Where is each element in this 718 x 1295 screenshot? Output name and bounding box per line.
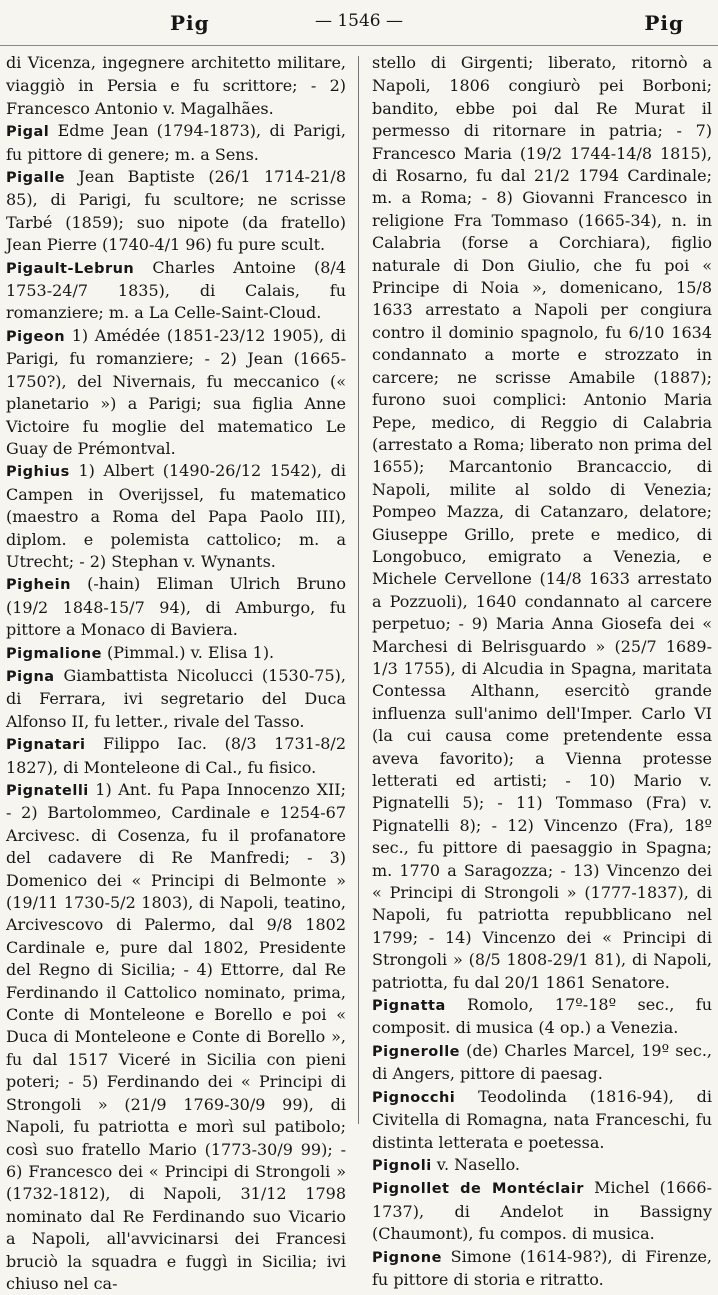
entry xyxy=(6,120,346,166)
entry-text: Romolo, 17º-18º sec., fu composit. di musica (4 op.) a Venezia. xyxy=(372,995,712,1038)
entry xyxy=(6,257,346,325)
entry xyxy=(6,52,346,120)
entry-headword: Pignerolle xyxy=(372,1043,461,1060)
entry xyxy=(6,573,346,641)
entry xyxy=(372,1040,712,1086)
entry xyxy=(6,733,346,779)
entry xyxy=(372,52,712,994)
entry xyxy=(6,779,346,1295)
entry-headword: Pighius xyxy=(6,464,70,481)
entry-headword: Pignatta xyxy=(372,998,446,1015)
entry-text: Giambattista Nicolucci (1530-75), di Ferrara, ivi segretario del Duca Alfonso II, fu letter., rivale del Tasso. xyxy=(6,665,346,731)
entry xyxy=(372,1246,712,1292)
entry-headword: Pigal xyxy=(6,124,50,141)
entry-text: Filippo Iac. (8/3 1731-8/2 1827), di Monteleone di Cal., fu fisico. xyxy=(6,734,346,777)
entry-headword: Pignatari xyxy=(6,737,86,754)
entry-text: di Vicenza, ingegnere architetto militare, viaggiò in Persia e fu scrittore; - 2) Francesco Antonio v. Magalhães. xyxy=(6,53,346,118)
entry-headword: Pignoli xyxy=(372,1157,432,1174)
right-column xyxy=(372,52,712,1291)
entry-text: Charles Antoine (8/4 1753-24/7 1835), di Calais, fu romanziere; m. a La Celle-Saint-Cloud. xyxy=(6,257,346,323)
page-header xyxy=(0,0,718,46)
entry xyxy=(372,1177,712,1245)
left-column xyxy=(6,52,346,1295)
entry-headword: Pigalle xyxy=(6,170,66,187)
entry xyxy=(6,665,346,733)
entry-headword: Pignocchi xyxy=(372,1089,456,1106)
entry-text: v. Nasello. xyxy=(436,1154,520,1174)
entry-text: 1) Albert (1490-26/12 1542), di Campen in Overijssel, fu matematico (maestro a Roma del Papa Paolo III), diplom. e polemista cattolico; m. a Utrecht; - 2) Stephan v. Wynants. xyxy=(6,461,346,571)
entry xyxy=(372,1086,712,1154)
entry xyxy=(6,166,346,257)
entry-headword: Pignone xyxy=(372,1249,442,1266)
dictionary-columns xyxy=(0,52,718,1293)
entry-text: stello di Girgenti; liberato, ritornò a Napoli, 1806 congiurò pei Borboni; bandito, ebbe poi dal Re Murat il permesso di ritornare in patria; - 7) Francesco Maria (19/2 1744-14/8 1815), di Rosarno, fu dal 21/2 1794 Cardinale; m. a Roma; - 8) Giovanni Francesco in religione Fra Tommaso (1665-34), n. in Calabria (forse a Corchiara), figlio naturale di Don Giulio, che fu poi « Principe di Noia », domenicano, 15/8 1633 arrestato a Napoli per congiura contro il dominio spagnolo, fu 6/10 1634 condannato a morte e strozzato in carcere; ne scrisse Amabile (1887); furono suoi complici: Antonio Maria Pepe, medico, di Reggio di Calabria (arrestato a Roma; liberato non prima del 1655); Marcantonio Brancaccio, di Napoli, milite al soldo di Venezia; Pompeo Mazza, di Catanzaro, delatore; Giuseppe Grillo, prete e medico, di Longobuco, emigrato a Venezia, e Michele Cervellone (14/8 1633 arrestato a Pozzuoli), 1640 condannato al carcere perpetuo; - 9) Maria Anna Giosefa dei « Marchesi di Belrisguardo » (25/7 1689-1/3 1755), di Alcudia in Spagna, maritata Contessa Althann, esercitò grande influenza sull'animo dell'Imper. Carlo VI (la cui causa come pretendente essa aveva favorito); a Vienna protesse letterati ed artisti; - 10) Mario v. Pignatelli 5); - 11) Tommaso (Fra) v. Pignatelli 8); - 12) Vincenzo (Fra), 18º sec., fu pittore di paesaggio in Spagna; m. 1770 a Saragozza; - 13) Vincenzo dei « Principi di Strongoli » (1777-1837), di Napoli, fu patriotta repubblicano nel 1799; - 14) Vincenzo dei « Principi di Strongoli » (8/5 1808-29/1 81), di Napoli, patriotta, fu dal 20/1 1861 Senatore. xyxy=(372,53,712,992)
entry-text: Jean Baptiste (26/1 1714-21/8 85), di Parigi, fu scultore; ne scrisse Tarbé (1859); suo nipote (da fratello) Jean Pierre (1740-4/1 96) fu pure scult. xyxy=(6,167,346,255)
entry-text: 1) Ant. fu Papa Innocenzo XII; - 2) Bartolommeo, Cardinale e 1254-67 Arcivesc. di Cosenza, fu il profanatore del cadavere di Re Manfredi; - 3) Domenico dei « Principi di Belmonte » (19/11 1730-5/2 1803), di Napoli, teatino, Arcivescovo di Palermo, dal 9/8 1802 Cardinale e, pure dal 1802, Presidente del Regno di Sicilia; - 4) Ettorre, dal Re Ferdinando il Cattolico nominato, prima, Conte di Monteleone e Borello e poi « Duca di Monteleone e Conte di Borello », fu dal 1517 Viceré in Sicilia con pieni poteri; - 5) Ferdinando dei « Principi di Strongoli » (21/9 1769-30/9 99), di Napoli, fu patriotta e morì sul patibolo; così suo fratello Mario (1773-30/9 99); - 6) Francesco dei « Principi di Strongoli » (1732-1812), di Napoli, 31/12 1798 nominato dal Re Ferdinando suo Vicario a Napoli, all'avvicinarsi dei Francesi bruciò la squadra e fuggì in Sicilia; ivi chiuso nel ca- xyxy=(6,780,346,1293)
entry-text: Michel (1666-1737), di Andelot in Bassigny (Chaumont), fu compos. di musica. xyxy=(372,1178,713,1244)
entry xyxy=(6,460,346,573)
entry-text: Teodolinda (1816-94), di Civitella di Romagna, nata Franceschi, fu distinta letterata e poetessa. xyxy=(372,1086,712,1152)
entry-headword: Pigault-Lebrun xyxy=(6,260,135,277)
entry-text: (Pimmal.) v. Elisa 1). xyxy=(107,642,275,662)
header-left-word: Pig xyxy=(170,10,210,35)
header-right-word: Pig xyxy=(644,10,684,35)
entry-text: Edme Jean (1794-1873), di Parigi, fu pittore di genere; m. a Sens. xyxy=(6,121,347,164)
entry-headword: Pighein xyxy=(6,577,71,594)
entry-text: Simone (1614-98?), di Firenze, fu pittore di storia e ritratto. xyxy=(372,1246,712,1289)
entry-headword: Pigmalione xyxy=(6,645,102,662)
page-number: — 1546 — xyxy=(314,11,404,31)
entry xyxy=(372,1154,712,1177)
entry-headword: Pigeon xyxy=(6,328,66,345)
entry-headword: Pignollet de Montéclair xyxy=(372,1181,584,1198)
entry-text: 1) Amédée (1851-23/12 1905), di Parigi, fu romanziere; - 2) Jean (1665-1750?), del Nivernais, fu meccanico (« planetario ») a Parigi; sua figlia Anne Victoire fu moglie del matematico Le Guay de Prémontval. xyxy=(6,325,346,458)
entry xyxy=(6,325,346,460)
entry xyxy=(372,994,712,1040)
entry-text: (-hain) Eliman Ulrich Bruno (19/2 1848-15/7 94), di Amburgo, fu pittore a Monaco di Baviera. xyxy=(6,574,346,640)
entry xyxy=(6,642,346,665)
entry-headword: Pigna xyxy=(6,668,55,685)
entry-headword: Pignatelli xyxy=(6,783,89,799)
entry-text: (de) Charles Marcel, 19º sec., di Angers, pittore di paesag. xyxy=(372,1040,713,1084)
